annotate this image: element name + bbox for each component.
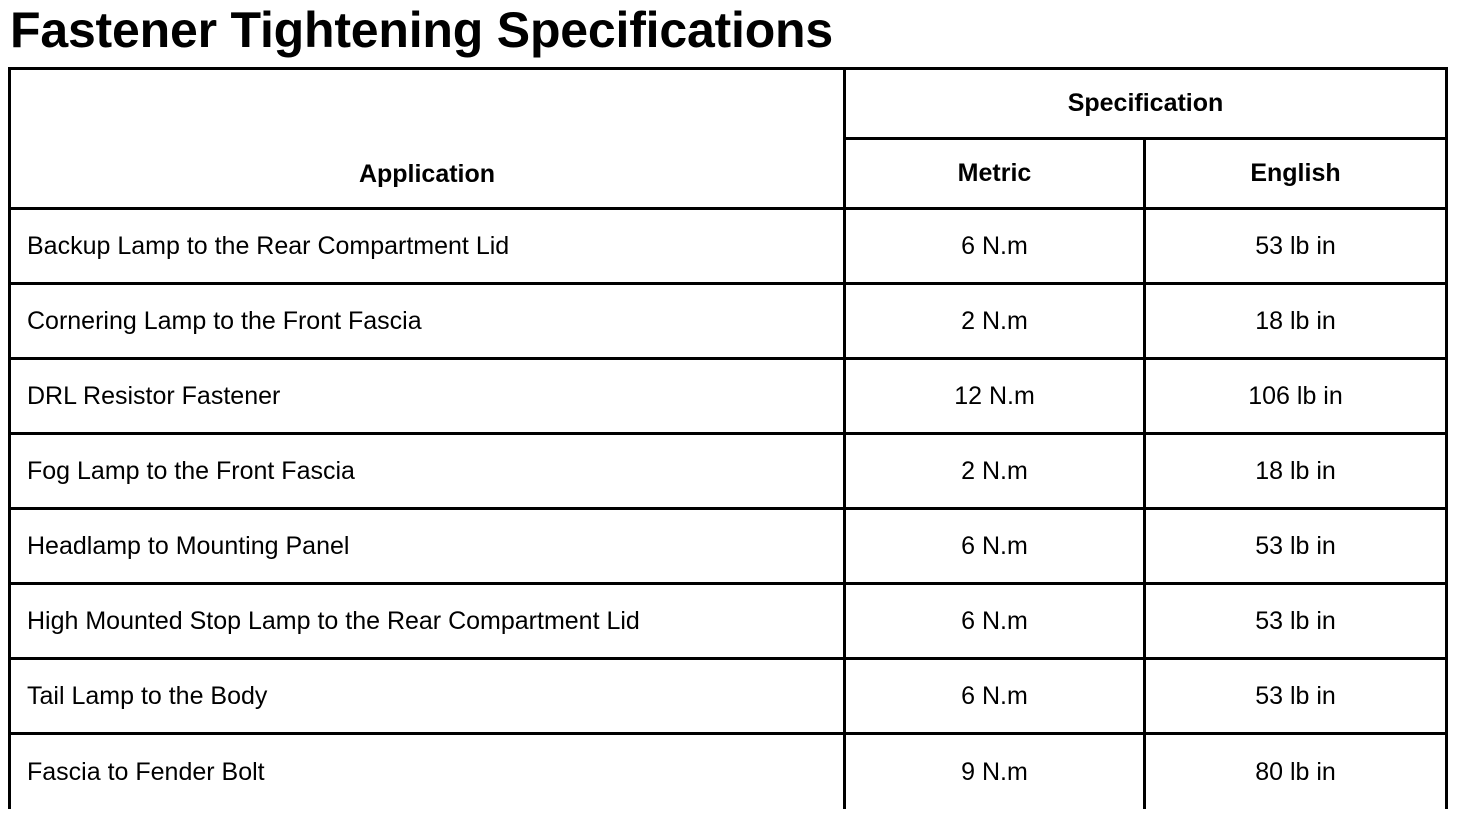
column-header-metric: Metric xyxy=(845,139,1145,209)
cell-metric: 6 N.m xyxy=(845,209,1145,284)
cell-english: 53 lb in xyxy=(1145,209,1447,284)
cell-english: 18 lb in xyxy=(1145,284,1447,359)
table-row xyxy=(10,584,1447,659)
column-header-english: English xyxy=(1145,139,1447,209)
table-row xyxy=(10,434,1447,509)
cell-metric: 6 N.m xyxy=(845,659,1145,734)
cell-english: 53 lb in xyxy=(1145,584,1447,659)
column-header-application: Application xyxy=(10,69,845,209)
cell-application: Backup Lamp to the Rear Compartment Lid xyxy=(10,209,845,284)
cell-application: Cornering Lamp to the Front Fascia xyxy=(10,284,845,359)
table-row xyxy=(10,209,1447,284)
cell-metric: 9 N.m xyxy=(845,734,1145,810)
cell-english: 80 lb in xyxy=(1145,734,1447,810)
cell-metric: 6 N.m xyxy=(845,584,1145,659)
fastener-spec-table xyxy=(8,67,1448,809)
page-title: Fastener Tightening Specifications xyxy=(10,2,833,58)
cell-english: 18 lb in xyxy=(1145,434,1447,509)
table-header xyxy=(10,69,1447,209)
table-row xyxy=(10,659,1447,734)
cell-application: Fascia to Fender Bolt xyxy=(10,734,845,810)
cell-application: Headlamp to Mounting Panel xyxy=(10,509,845,584)
table-row xyxy=(10,734,1447,810)
header-row-top xyxy=(10,69,1447,139)
cell-english: 53 lb in xyxy=(1145,659,1447,734)
cell-application: Fog Lamp to the Front Fascia xyxy=(10,434,845,509)
cell-metric: 6 N.m xyxy=(845,509,1145,584)
cell-application: High Mounted Stop Lamp to the Rear Compartment Lid xyxy=(10,584,845,659)
column-header-specification: Specification xyxy=(845,69,1447,139)
table-row xyxy=(10,509,1447,584)
table-row xyxy=(10,284,1447,359)
cell-english: 106 lb in xyxy=(1145,359,1447,434)
cell-metric: 2 N.m xyxy=(845,434,1145,509)
cell-application: DRL Resistor Fastener xyxy=(10,359,845,434)
cell-application: Tail Lamp to the Body xyxy=(10,659,845,734)
table-body xyxy=(10,209,1447,810)
cell-english: 53 lb in xyxy=(1145,509,1447,584)
cell-metric: 2 N.m xyxy=(845,284,1145,359)
table-row xyxy=(10,359,1447,434)
cell-metric: 12 N.m xyxy=(845,359,1145,434)
